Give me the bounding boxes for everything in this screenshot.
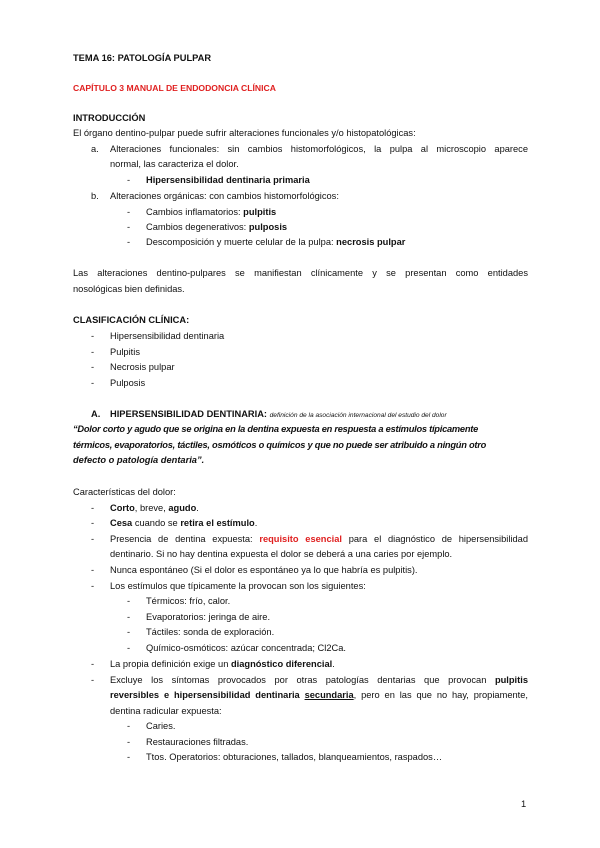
- page-number: 1: [521, 799, 527, 809]
- list-item: Necrosis pulpar: [110, 362, 175, 372]
- hipersensibilidad-primaria: Hipersensibilidad dentinaria primaria: [146, 175, 310, 185]
- list-item: La propia definición exige un diagnóstico diferencial.: [110, 659, 335, 669]
- list-item: Químico-osmóticos: azúcar concentrada; Cl2Ca.: [146, 643, 346, 653]
- bullet-dash: -: [91, 518, 95, 528]
- list-item: Hipersensibilidad dentinaria: [110, 331, 225, 341]
- chapter-heading: CAPÍTULO 3 MANUAL DE ENDODONCIA CLÍNICA: [73, 83, 276, 93]
- bullet-dash: -: [127, 175, 131, 185]
- list-item: Nunca espontáneo (Si el dolor es espontáneo ya lo que habría es pulpitis).: [110, 565, 418, 575]
- list-item: Los estímulos que típicamente la provocan son los siguientes:: [110, 581, 366, 591]
- list-item-continuation: dentinario. Si no hay dentina expuesta el dolor se deberá a una caries por ejemplo.: [110, 549, 453, 559]
- caracteristicas-heading: Características del dolor:: [73, 487, 176, 497]
- list-item-continuation: reversibles e hipersensibilidad dentinaria secundaria, pero en las que no hay, propiamente,: [110, 690, 529, 700]
- bullet-dash: -: [91, 675, 95, 685]
- list-item: Descomposición y muerte celular de la pulpa: necrosis pulpar: [146, 237, 406, 247]
- bullet-dash: -: [91, 581, 95, 591]
- list-item: Restauraciones filtradas.: [146, 737, 249, 747]
- list-item: Excluye los síntomas provocados por otras patologías dentarias que provocan pulpitis: [110, 675, 528, 685]
- bullet-dash: -: [127, 237, 131, 247]
- intro-paragraph-line2: nosológicas bien definidas.: [73, 284, 185, 294]
- list-item: Térmicos: frío, calor.: [146, 596, 231, 606]
- alteraciones-funcionales-line1: Alteraciones funcionales: sin cambios histomorfológicos, la pulpa al microscopio aparece: [110, 144, 528, 154]
- list-marker-b: b.: [91, 191, 99, 201]
- list-item: Pulpitis: [110, 347, 140, 357]
- alteraciones-organicas: Alteraciones orgánicas: con cambios histomorfológicos:: [110, 191, 339, 201]
- intro-paragraph-line1: Las alteraciones dentino-pulpares se manifiestan clínicamente y se presentan como entidades: [73, 268, 528, 278]
- bullet-dash: -: [127, 643, 131, 653]
- list-item: Cambios inflamatorios: pulpitis: [146, 207, 277, 217]
- bullet-dash: -: [127, 721, 131, 731]
- bullet-dash: -: [91, 534, 95, 544]
- intro-text: El órgano dentino-pulpar puede sufrir alteraciones funcionales y/o histopatológicas:: [73, 128, 416, 138]
- bullet-dash: -: [127, 207, 131, 217]
- list-item: Pulposis: [110, 378, 146, 388]
- bullet-dash: -: [127, 596, 131, 606]
- list-item: Táctiles: sonda de exploración.: [146, 627, 275, 637]
- list-item: Cesa cuando se retira el estímulo.: [110, 518, 258, 528]
- section-a-heading-line: HIPERSENSIBILIDAD DENTINARIA: definición de la asociación internacional del estudio del dolor: [110, 409, 447, 419]
- bullet-dash: -: [91, 331, 95, 341]
- bullet-dash: -: [91, 378, 95, 388]
- list-item: Presencia de dentina expuesta: requisito esencial para el diagnóstico de hipersensibilidad: [110, 534, 528, 544]
- list-item: Cambios degenerativos: pulposis: [146, 222, 288, 232]
- bullet-dash: -: [91, 362, 95, 372]
- clasificacion-heading: CLASIFICACIÓN CLÍNICA:: [73, 315, 190, 325]
- list-item: Caries.: [146, 721, 176, 731]
- bullet-dash: -: [91, 347, 95, 357]
- section-marker-a: A.: [91, 409, 101, 419]
- list-item: Ttos. Operatorios: obturaciones, tallados, blanqueamientos, raspados…: [146, 752, 443, 762]
- list-item: Corto, breve, agudo.: [110, 503, 199, 513]
- list-marker-a: a.: [91, 144, 99, 154]
- list-item-continuation: dentina radicular expuesta:: [110, 706, 222, 716]
- definition-line3: defecto o patología dentaria”.: [73, 455, 205, 465]
- bullet-dash: -: [127, 222, 131, 232]
- page-title: TEMA 16: PATOLOGÍA PULPAR: [73, 53, 212, 63]
- bullet-dash: -: [91, 503, 95, 513]
- bullet-dash: -: [127, 627, 131, 637]
- bullet-dash: -: [127, 737, 131, 747]
- definition-line1: “Dolor corto y agudo que se origina en la dentina expuesta en respuesta a estímulos típicamente: [73, 424, 479, 434]
- bullet-dash: -: [127, 752, 131, 762]
- alteraciones-funcionales-line2: normal, las caracteriza el dolor.: [110, 159, 239, 169]
- intro-heading: INTRODUCCIÓN: [73, 113, 146, 123]
- list-item: Evaporatorios: jeringa de aire.: [146, 612, 271, 622]
- definition-line2: térmicos, evaporatorios, táctiles, osmóticos o químicos y que no puede ser atribuido a ningún otro: [73, 440, 487, 450]
- bullet-dash: -: [91, 565, 95, 575]
- bullet-dash: -: [127, 612, 131, 622]
- bullet-dash: -: [91, 659, 95, 669]
